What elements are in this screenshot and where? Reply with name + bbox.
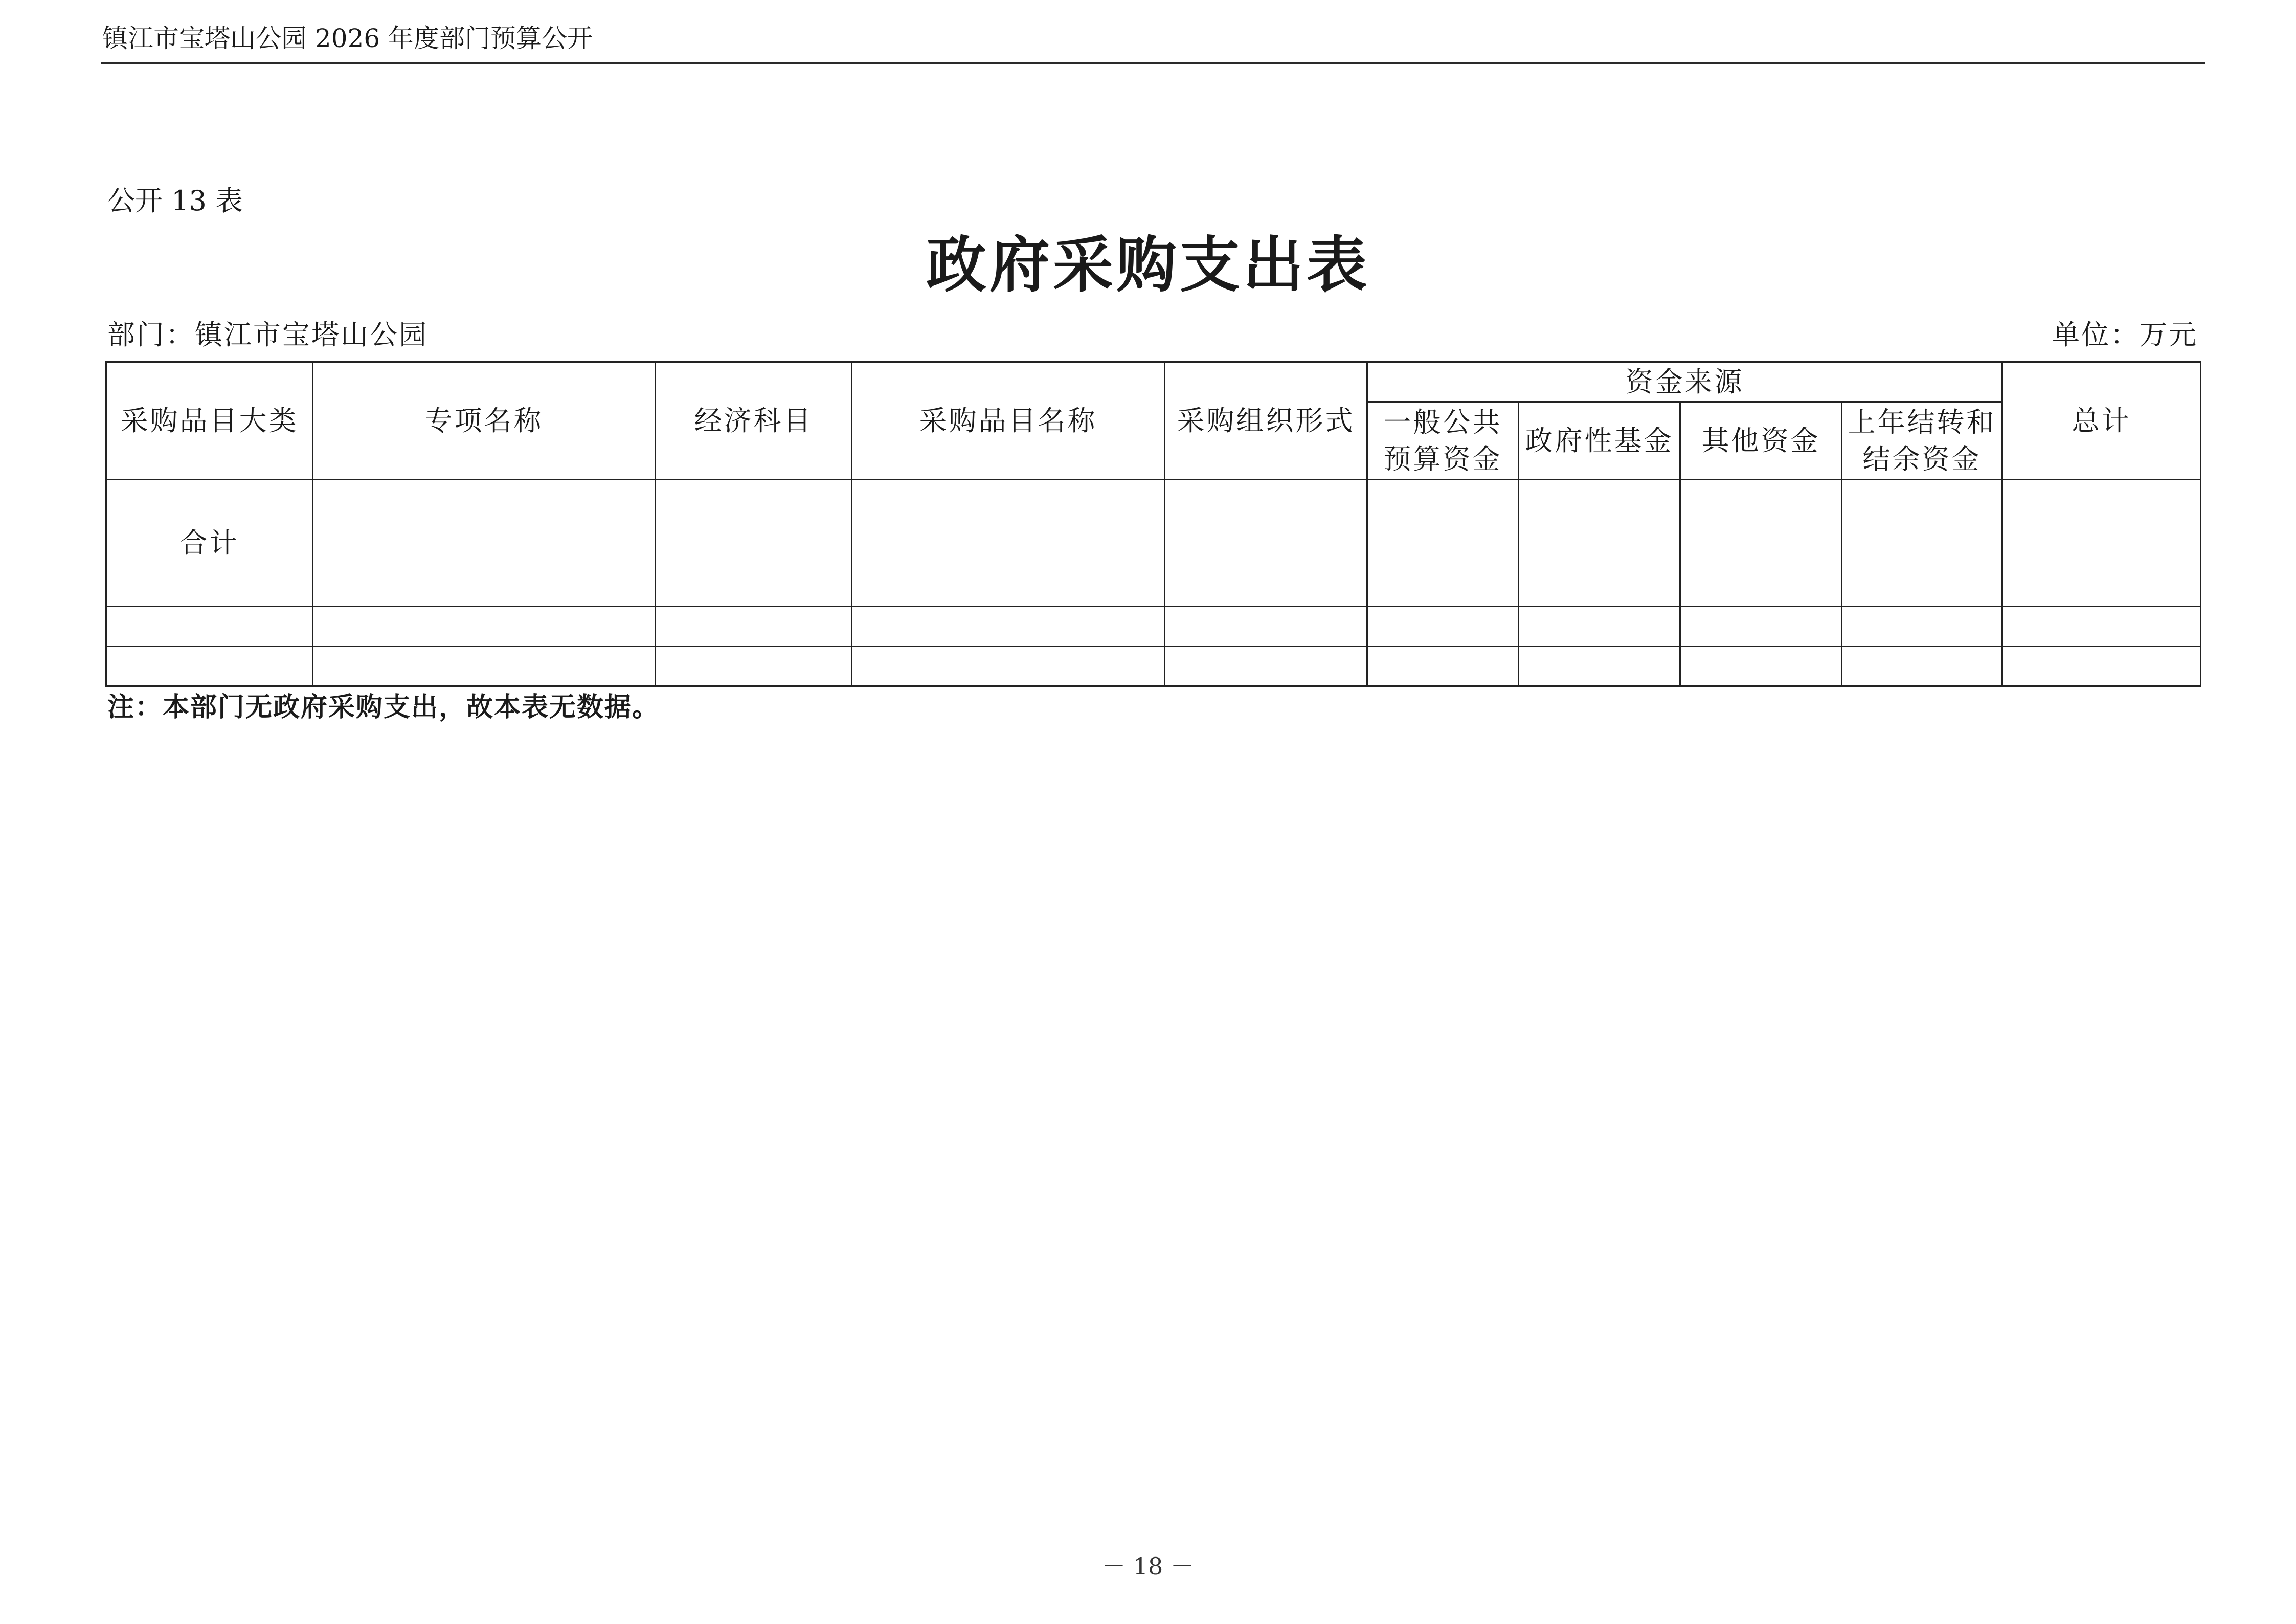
table-cell bbox=[2002, 480, 2201, 607]
table-row bbox=[106, 480, 2201, 607]
col-header-fund-carryover: 上年结转和结余资金 bbox=[1842, 402, 2002, 480]
table-cell bbox=[2002, 607, 2201, 647]
col-header-procurement-form: 采购组织形式 bbox=[1165, 362, 1367, 480]
table-cell bbox=[313, 647, 656, 686]
col-header-project-name: 专项名称 bbox=[313, 362, 656, 480]
header-divider bbox=[101, 62, 2205, 64]
table-cell: 合计 bbox=[106, 480, 313, 607]
table-cell bbox=[1680, 480, 1842, 607]
table-row bbox=[106, 647, 2201, 686]
table-cell bbox=[1519, 607, 1680, 647]
col-header-item-name: 采购品目名称 bbox=[852, 362, 1165, 480]
col-header-fund-government: 政府性基金 bbox=[1519, 402, 1680, 480]
col-header-category: 采购品目大类 bbox=[106, 362, 313, 480]
col-header-fund-source: 资金来源 bbox=[1367, 362, 2002, 402]
table-cell bbox=[1165, 607, 1367, 647]
unit-label-text: 单位：万元 bbox=[2052, 319, 2198, 351]
col-header-economic-subject: 经济科目 bbox=[656, 362, 852, 480]
col-header-total: 总计 bbox=[2002, 362, 2201, 480]
table-cell bbox=[656, 647, 852, 686]
department-label-text: 部门：镇江市宝塔山公园 bbox=[107, 319, 428, 351]
unit-label bbox=[2052, 316, 2198, 354]
table-cell bbox=[1519, 647, 1680, 686]
table-cell bbox=[656, 607, 852, 647]
table-number: 公开 13 表 bbox=[107, 185, 243, 217]
table-cell bbox=[106, 607, 313, 647]
table-cell bbox=[1842, 480, 2002, 607]
table-cell bbox=[313, 607, 656, 647]
table-note: 注：本部门无政府采购支出，故本表无数据。 bbox=[107, 692, 660, 723]
table-cell bbox=[852, 607, 1165, 647]
table-row bbox=[106, 607, 2201, 647]
table-cell bbox=[852, 647, 1165, 686]
table-cell bbox=[1367, 607, 1519, 647]
table-cell bbox=[1165, 480, 1367, 607]
table-cell bbox=[852, 480, 1165, 607]
table-cell bbox=[1842, 647, 2002, 686]
col-header-fund-other: 其他资金 bbox=[1680, 402, 1842, 480]
col-header-fund-general: 一般公共预算资金 bbox=[1367, 402, 1519, 480]
table-cell bbox=[1680, 647, 1842, 686]
table-cell bbox=[1367, 647, 1519, 686]
table-cell bbox=[1519, 480, 1680, 607]
header-row-top bbox=[106, 362, 2201, 402]
page-title: 政府采购支出表 bbox=[926, 230, 1370, 300]
procurement-table bbox=[105, 361, 2201, 687]
department-label bbox=[107, 316, 428, 354]
table-cell bbox=[2002, 647, 2201, 686]
page-number: － 18 － bbox=[1102, 1552, 1194, 1580]
table-cell bbox=[1680, 607, 1842, 647]
running-header: 镇江市宝塔山公园 2026 年度部门预算公开 bbox=[102, 24, 593, 53]
table-cell bbox=[313, 480, 656, 607]
table-cell bbox=[1842, 607, 2002, 647]
table-cell bbox=[1367, 480, 1519, 607]
table-cell bbox=[656, 480, 852, 607]
table-cell bbox=[1165, 647, 1367, 686]
table-cell bbox=[106, 647, 313, 686]
